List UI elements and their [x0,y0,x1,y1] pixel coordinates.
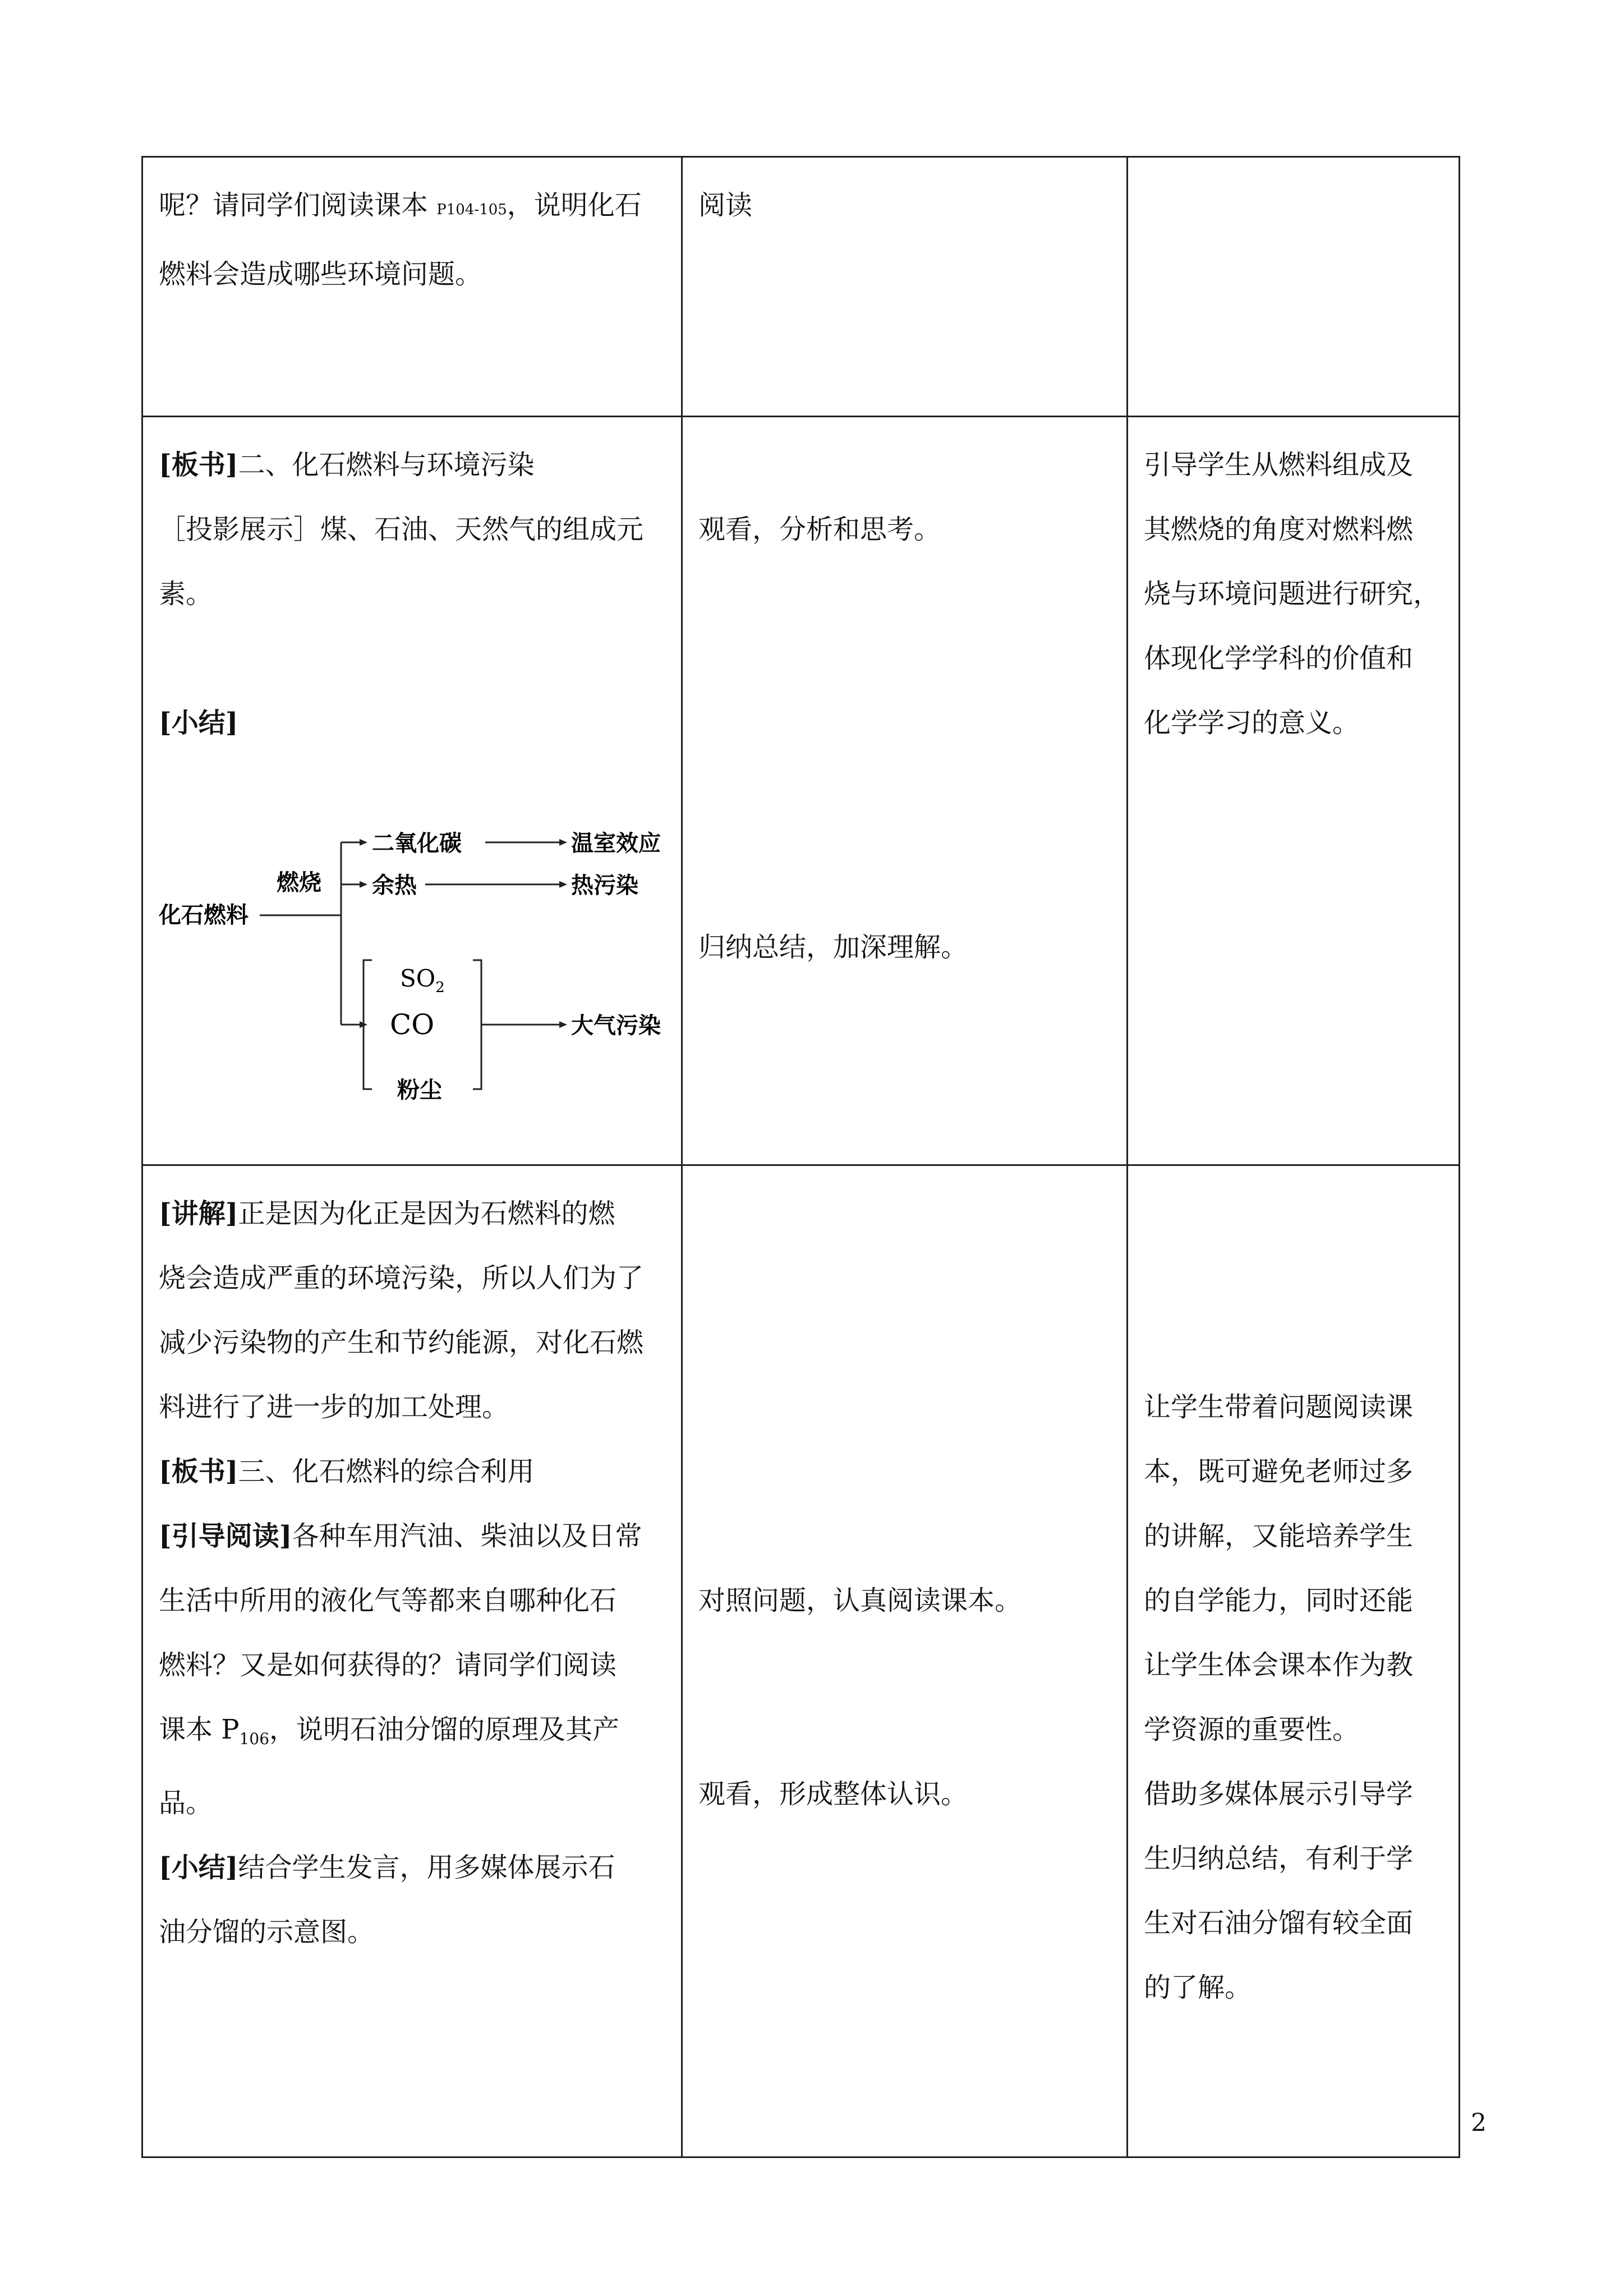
diagram-process-label: 燃烧 [277,869,321,896]
design-intent-cell [1128,417,1460,1165]
teacher-activity-cell [142,157,682,417]
table-row [142,157,1460,417]
board-tag: [板书] [159,449,238,481]
text-line: 课本 $P_{106}$，说明石油分馏的原理及其产品。 [159,1714,620,1819]
teacher-activity-cell [142,417,682,1165]
text-line: 学资源的重要性。 [1144,1714,1360,1745]
text-line: 化学学习的意义。 [1144,707,1360,739]
text-line: 的讲解，又能培养学生 [1144,1520,1414,1552]
text-line: 生活中所用的液化气等都来自哪种化石 [159,1585,617,1616]
text-line: 烧与环境问题进行研究， [1144,578,1441,610]
diagram-branch-co2: 二氧化碳 [372,830,462,856]
text-line: 观看，形成整体认识。 [698,1778,968,1810]
lesson-plan-table [141,156,1460,2158]
summary-tag: [小结] [159,1852,238,1883]
text-line: 的自学能力，同时还能 [1144,1585,1414,1616]
text-line: [板书]二、化石燃料与环境污染 [159,449,535,481]
page-reference: P104-105 [436,201,507,218]
board-tag: [板书] [159,1456,238,1487]
text-line: 的了解。 [1144,1972,1252,2003]
explain-tag: [讲解] [159,1198,238,1229]
text-line: 生对石油分馏有较全面 [1144,1907,1414,1939]
design-intent-cell [1128,1165,1460,2157]
text-line: 阅读 [698,190,753,221]
text-line: [引导阅读]各种车用汽油、柴油以及日常 [159,1520,642,1552]
guide-reading-tag: [引导阅读] [159,1520,292,1552]
text-line: 素。 [159,578,213,610]
text-line: 减少污染物的产生和节约能源，对化石燃 [159,1327,644,1358]
text-line: [小结]结合学生发言，用多媒体展示石 [159,1852,615,1883]
text-line: [讲解]正是因为化正是因为石燃料的燃 [159,1198,615,1229]
fossil-fuel-pollution-diagram [159,823,686,1114]
student-activity-cell [682,417,1128,1165]
diagram-source-label: 化石燃料 [159,902,249,928]
text-line: 燃料？又是如何获得的？请同学们阅读 [159,1649,617,1681]
text-line: 让学生体会课本作为教 [1144,1649,1414,1681]
diagram-so2: $SO_2$ [400,965,445,996]
text-line: 归纳总结，加深理解。 [698,932,968,963]
diagram-result-greenhouse: 温室效应 [571,830,661,856]
diagram-branch-heat: 余热 [372,872,417,898]
text-line: [板书]三、化石燃料的综合利用 [159,1456,535,1487]
text-line: 观看，分析和思考。 [698,514,941,545]
text-line: 体现化学学科的价值和 [1144,643,1414,674]
text-line: 生归纳总结，有利于学 [1144,1843,1414,1874]
text-line: 料进行了进一步的加工处理。 [159,1391,509,1423]
diagram-result-thermal: 热污染 [571,872,638,898]
page-number: 2 [1471,2109,1487,2137]
text-line: 其燃烧的角度对燃料燃 [1144,514,1414,545]
projection-tag: ［投影展示］ [159,514,321,545]
student-activity-cell [682,157,1128,417]
diagram-co: CO [390,1008,435,1041]
text-line: 燃料会造成哪些环境问题。 [159,259,482,290]
text-line: 引导学生从燃料组成及 [1144,449,1414,481]
text-line: 借助多媒体展示引导学 [1144,1778,1414,1810]
table-row [142,417,1460,1165]
student-activity-cell [682,1165,1128,2157]
table-row [142,1165,1460,2157]
summary-tag: [小结] [159,707,238,739]
text-line: 呢？请同学们阅读课本 P104-105，说明化石 [159,190,642,221]
text-line: 对照问题，认真阅读课本。 [698,1585,1022,1616]
diagram-result-air: 大气污染 [571,1012,661,1039]
text-line: 油分馏的示意图。 [159,1916,375,1948]
text-line: 本，既可避免老师过多 [1144,1456,1414,1487]
text-line: ［投影展示］煤、石油、天然气的组成元 [159,514,644,545]
text-line: 烧会造成严重的环境污染，所以人们为了 [159,1262,644,1294]
teacher-activity-cell [142,1165,682,2157]
design-intent-cell [1128,157,1460,417]
text-line: 让学生带着问题阅读课 [1144,1391,1414,1423]
diagram-dust: 粉尘 [397,1077,442,1103]
